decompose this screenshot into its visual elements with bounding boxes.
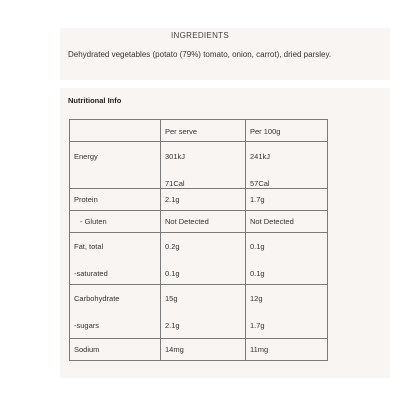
- nutrition-table: [69, 119, 328, 361]
- table-row-sodium: [70, 339, 328, 361]
- row-label: Carbohydrate -sugars: [70, 285, 161, 339]
- per-100g-cell: 12g 1.7g: [246, 285, 328, 339]
- per-100g-cell: Not Detected: [246, 211, 328, 233]
- ingredients-text: Dehydrated vegetables (potato (79%) tomato, onion, carrot), dried parsley.: [68, 50, 332, 59]
- per-100g-cell: 241kJ 57Cal: [246, 142, 328, 189]
- per-100g-cell: 11mg: [246, 339, 328, 361]
- per-serve-cell: Not Detected: [161, 211, 246, 233]
- table-row-fat: [70, 233, 328, 285]
- nutrition-title: Nutritional Info: [68, 96, 122, 105]
- table-header-row: [70, 120, 328, 142]
- per-serve-cell: 301kJ 71Cal: [161, 142, 246, 189]
- per-serve-cell: 14mg: [161, 339, 246, 361]
- table-row-energy: [70, 142, 328, 189]
- per-100g-cell: 0.1g 0.1g: [246, 233, 328, 285]
- table-row-protein: [70, 189, 328, 211]
- header-label-cell: [70, 120, 161, 142]
- per-serve-cell: 0.2g 0.1g: [161, 233, 246, 285]
- header-per-serve: Per serve: [161, 120, 246, 142]
- row-label: Fat, total -saturated: [70, 233, 161, 285]
- table-row-carbohydrate: [70, 285, 328, 339]
- per-100g-cell: 1.7g: [246, 189, 328, 211]
- header-per-100g: Per 100g: [246, 120, 328, 142]
- per-serve-cell: 15g 2.1g: [161, 285, 246, 339]
- ingredients-title: INGREDIENTS: [171, 31, 229, 40]
- row-label: Sodium: [70, 339, 161, 361]
- table-row-gluten: [70, 211, 328, 233]
- row-label: Energy: [70, 142, 161, 189]
- row-label: Protein: [70, 189, 161, 211]
- row-label: - Gluten: [70, 211, 161, 233]
- per-serve-cell: 2.1g: [161, 189, 246, 211]
